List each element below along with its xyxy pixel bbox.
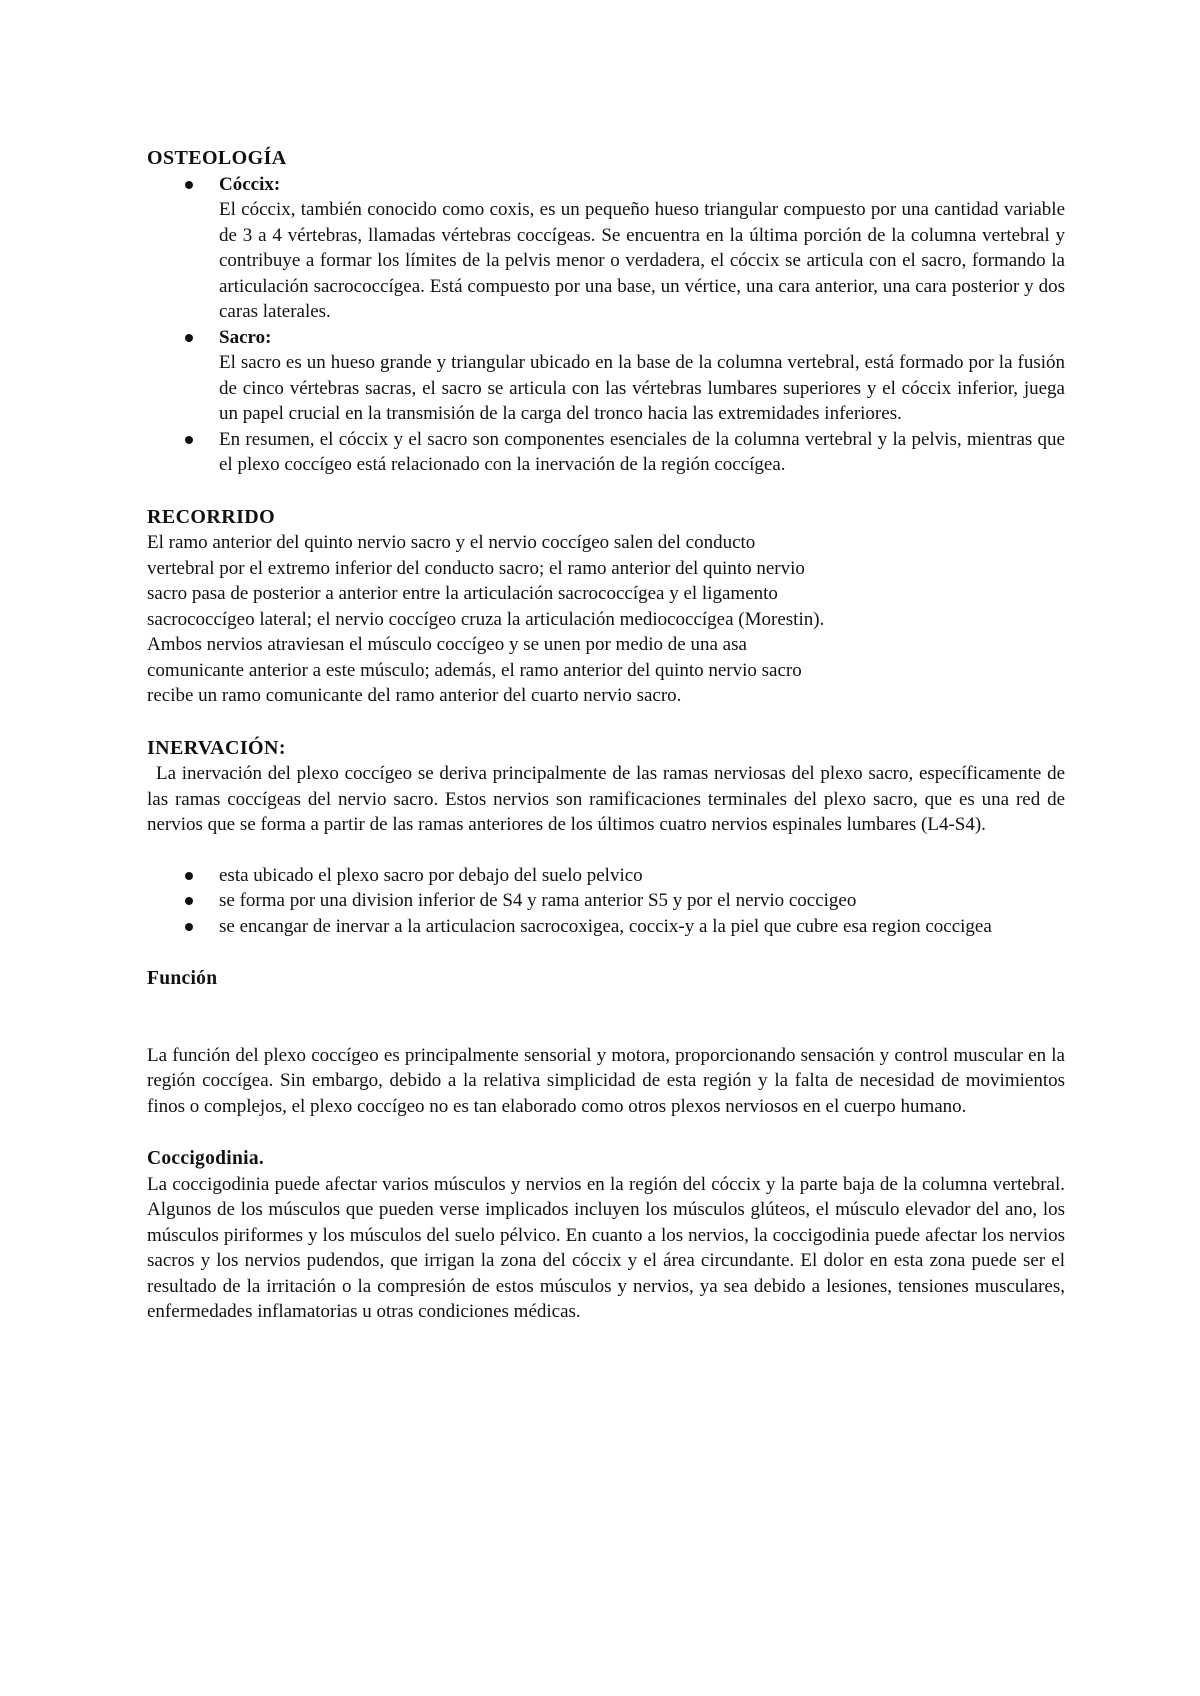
bullet-icon xyxy=(185,181,193,189)
list-item-resumen xyxy=(147,427,1065,478)
recorrido-line: recibe un ramo comunicante del ramo anterior del cuarto nervio sacro. xyxy=(147,685,682,706)
recorrido-line: El ramo anterior del quinto nervio sacro y el nervio coccígeo salen del conducto xyxy=(147,532,756,553)
coccigodinia-heading: Coccigodinia. xyxy=(147,1148,265,1169)
coccix-text: El cóccix, también conocido como coxis, es un pequeño hueso triangular compuesto por una cantidad variable de 3 a 4 vértebras, llamadas vértebras coccígeas. Se encuentra en la última porción de la columna vertebral y contribuye a formar los límites de la pelvis menor o verdadera, el cóccix se articula con el sacro, formando la articulación sacrococcígea. Está compuesto por una base, un vértice, una cara anterior, una cara posterior y dos caras laterales. xyxy=(219,199,1065,322)
inervacion-paragraph: La inervación del plexo coccígeo se deriva principalmente de las ramas nerviosas del plexo sacro, específicamente de las ramas coccígeas del nervio sacro. Estos nervios son ramificaciones terminales del plexo sacro, que es una red de nervios que se forma a partir de las ramas anteriores de los últimos cuatro nervios espinales lumbares (L4-S4). xyxy=(147,763,1065,835)
list-item-text: esta ubicado el plexo sacro por debajo del suelo pelvico xyxy=(219,864,643,886)
funcion-paragraph: La función del plexo coccígeo es principalmente sensorial y motora, proporcionando sensación y control muscular en la región coccígea. Sin embargo, debido a la relativa simplicidad de esta región y la falta de necesidad de movimientos finos o complejos, el plexo coccígeo no es tan elaborado como otros plexos nerviosos en el cuerpo humano. xyxy=(147,1044,1065,1117)
osteologia-heading: OSTEOLOGÍA xyxy=(147,147,287,169)
bullet-icon xyxy=(185,872,193,880)
list-item-sacro xyxy=(147,325,1065,427)
inervacion-heading: INERVACIÓN: xyxy=(147,736,286,759)
list-item xyxy=(147,863,1065,889)
bullet-icon xyxy=(185,334,193,342)
list-item-text: se forma por una division inferior de S4 y rama anterior S5 y por el nervio coccigeo xyxy=(219,890,857,911)
document-page xyxy=(147,146,1065,1325)
coccix-label: Cóccix: xyxy=(219,173,281,195)
coccigodinia-paragraph: La coccigodinia puede afectar varios músculos y nervios en la región del cóccix y la parte baja de la columna vertebral. Algunos de los músculos que pueden verse implicados incluyen los músculos glúteos, el músculo elevador del ano, los músculos piriformes y los músculos del suelo pélvico. En cuanto a los nervios, la coccigodinia puede afectar los nervios sacros y los nervios pudendos, que irrigan la zona del cóccix y el área circundante. El dolor en esta zona puede ser el resultado de la irritación o la compresión de estos músculos y nervios, ya sea debido a lesiones, tensiones musculares, enfermedades inflamatorias u otras condiciones médicas. xyxy=(147,1173,1065,1322)
recorrido-section xyxy=(147,505,1065,709)
list-item xyxy=(147,888,1065,914)
recorrido-line: sacro pasa de posterior a anterior entre la articulación sacrococcígea y el ligamento xyxy=(147,583,778,604)
funcion-section xyxy=(147,966,1065,1119)
bullet-icon xyxy=(185,436,193,444)
recorrido-line: vertebral por el extremo inferior del conducto sacro; el ramo anterior del quinto nervio xyxy=(147,557,805,579)
list-item-text: se encangar de inervar a la articulacion sacrocoxigea, coccix-y a la piel que cubre esa region coccigea xyxy=(219,915,992,937)
recorrido-line: sacrococcígeo lateral; el nervio coccígeo cruza la articulación mediococcígea (Morestin). xyxy=(147,608,825,630)
osteologia-section xyxy=(147,146,1065,478)
bullet-icon xyxy=(185,923,193,931)
recorrido-paragraph xyxy=(147,530,1065,709)
inervacion-list xyxy=(147,863,1065,940)
sacro-text: El sacro es un hueso grande y triangular ubicado en la base de la columna vertebral, está formado por la fusión de cinco vértebras sacras, el sacro se articula con las vértebras lumbares superiores y el cóccix inferior, juega un papel crucial en la transmisión de la carga del tronco hacia las extremidades inferiores. xyxy=(219,352,1065,424)
list-item xyxy=(147,914,1065,940)
resumen-text: En resumen, el cóccix y el sacro son componentes esenciales de la columna vertebral y la pelvis, mientras que el plexo coccígeo está relacionado con la inervación de la región coccígea. xyxy=(219,428,1065,475)
osteologia-list xyxy=(147,172,1065,478)
sacro-label: Sacro: xyxy=(219,326,272,348)
recorrido-line: comunicante anterior a este músculo; además, el ramo anterior del quinto nervio sacro xyxy=(147,659,802,681)
recorrido-line: Ambos nervios atraviesan el músculo coccígeo y se unen por medio de una asa xyxy=(147,634,747,655)
list-item-coccix xyxy=(147,172,1065,325)
funcion-heading: Función xyxy=(147,968,218,989)
inervacion-section xyxy=(147,736,1065,940)
recorrido-heading: RECORRIDO xyxy=(147,505,276,528)
bullet-icon xyxy=(185,897,193,905)
coccigodinia-section xyxy=(147,1146,1065,1325)
